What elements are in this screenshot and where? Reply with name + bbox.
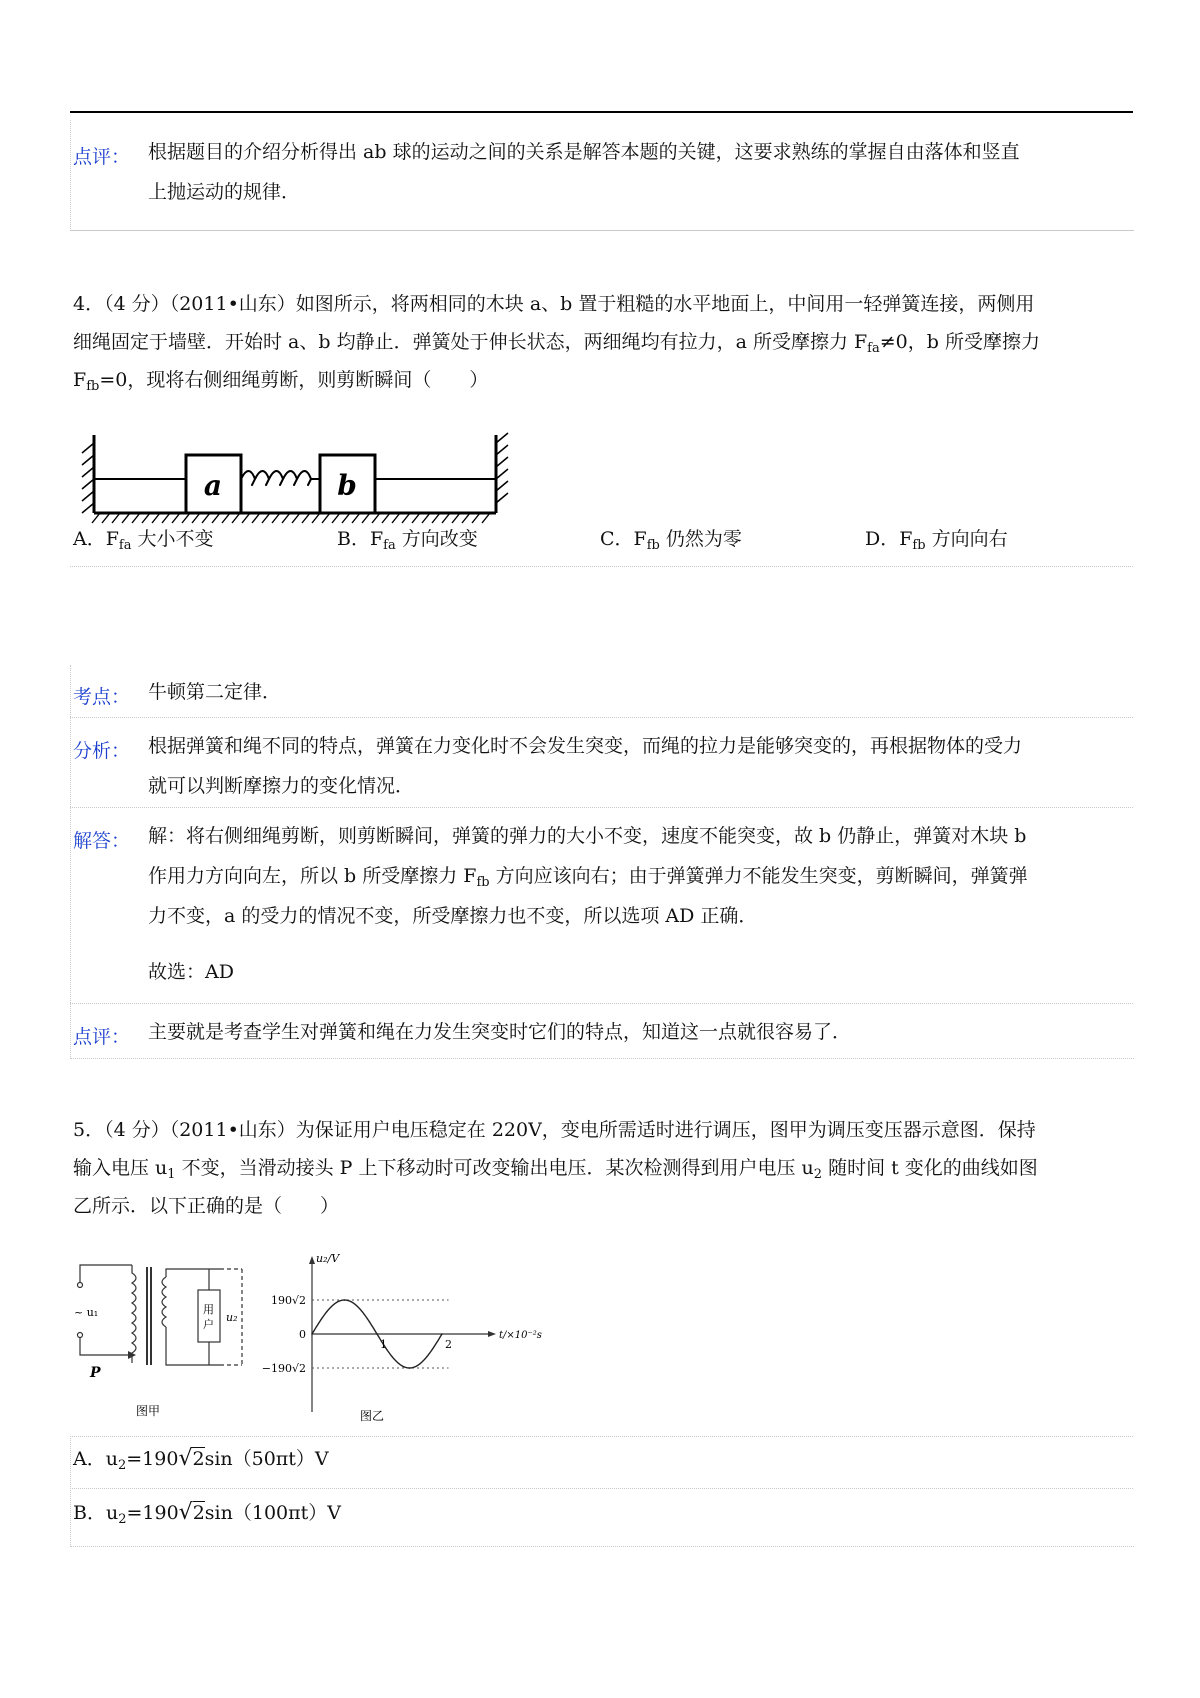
pingjia-text: 主要就是考查学生对弹簧和绳在力发生突变时它们的特点，知道这一点就很容易了． <box>148 1021 852 1043</box>
fig-jia-slider: P <box>90 1365 101 1381</box>
xtick-2: 2 <box>445 1338 452 1351</box>
y-axis-arrow <box>309 1256 315 1264</box>
ytick-bottom: −190√2 <box>262 1362 306 1375</box>
pingjia-label: 点评： <box>73 1026 131 1048</box>
jieda-line2: 作用力方向向左，所以 b 所受摩擦力 $F_{fb}$ 方向应该向右；由于弹簧弹力不能发生突变，剪断瞬间，弹簧弹 <box>148 865 1028 890</box>
jieda-line3: 力不变，a 的受力的情况不变，所受摩擦力也不变，所以选项 AD 正确． <box>148 905 758 927</box>
header-rule <box>70 111 1133 113</box>
q4-option-b: B．$F_{fa}$ 方向改变 <box>337 528 478 553</box>
q4-stem-line2: 细绳固定于墙壁．开始时 a、b 均静止．弹簧处于伸长状态，两细绳均有拉力，a 所受摩擦力 $F_{fa}\ne 0$，b 所受摩擦力 <box>73 331 1040 356</box>
fenxi-label: 分析： <box>73 740 131 762</box>
divider <box>70 1003 1133 1004</box>
jieda-label: 解答： <box>73 830 131 852</box>
x-axis-label: t/×10⁻²s <box>499 1330 542 1341</box>
data-point <box>441 1333 443 1335</box>
fenxi-line2: 就可以判断摩擦力的变化情况． <box>148 775 415 797</box>
q5-stem-line3: 乙所示．以下正确的是（ ） <box>73 1195 340 1217</box>
answer: 故选：AD <box>148 961 234 983</box>
divider <box>70 1436 1133 1437</box>
ytick-top: 190√2 <box>270 1294 306 1307</box>
ytick-zero: 0 <box>299 1328 306 1341</box>
kaodian-label: 考点： <box>73 686 131 708</box>
q5-stem-line1: 5．（4 分）（2011•山东）为保证用户电压稳定在 220V，变电所需适时进行调压，图甲为调压变压器示意图．保持 <box>73 1119 1036 1141</box>
divider <box>70 230 1133 231</box>
review-text-line2: 上抛运动的规律． <box>148 181 301 203</box>
x-axis-arrow <box>488 1331 496 1337</box>
q4-option-c: C．$F_{fb}$ 仍然为零 <box>600 528 742 553</box>
q4-stem-line1: 4．（4 分）（2011•山东）如图所示，将两相同的木块 a、b 置于粗糙的水平地面上，中间用一轻弹簧连接，两侧用 <box>73 293 1035 315</box>
data-point <box>376 1333 378 1335</box>
xtick-1: 1 <box>380 1338 387 1351</box>
divider <box>70 566 1133 567</box>
y-axis-label: u₂/V <box>316 1252 340 1265</box>
review-label: 点评： <box>73 146 131 168</box>
fig-jia-load-top: 用 <box>203 1303 214 1316</box>
jieda-line1: 解：将右侧细绳剪断，则剪断瞬间，弹簧的弹力的大小不变，速度不能突变，故 b 仍静止，弹簧对木块 b <box>148 825 1027 847</box>
block-a-label: a <box>203 469 223 502</box>
q5-figure-yi <box>262 1252 542 1427</box>
fig-jia-output: u₂ <box>226 1311 238 1324</box>
divider <box>70 807 1133 808</box>
fenxi-line1: 根据弹簧和绳不同的特点，弹簧在力变化时不会发生突变，而绳的拉力是能够突变的，再根据物体的受力 <box>148 735 1023 757</box>
block-b-label: b <box>337 469 357 502</box>
spring <box>241 471 320 485</box>
q5-stem-line2: 输入电压 $u_1$ 不变，当滑动接头 P 上下移动时可改变输出电压．某次检测得到用户电压 $u_2$ 随时间 t 变化的曲线如图 <box>73 1157 1038 1182</box>
q5-option-b: B．$u_2=190√2\sin(100\pi t)V$ <box>73 1500 341 1527</box>
fig-yi-caption: 图乙 <box>359 1409 385 1423</box>
divider <box>70 1488 1133 1489</box>
fig-jia-caption: 图甲 <box>135 1404 161 1418</box>
fig-jia-load-bottom: 户 <box>203 1318 214 1331</box>
kaodian-text: 牛顿第二定律． <box>148 681 282 703</box>
data-point <box>409 1367 411 1369</box>
divider <box>70 717 1133 718</box>
q4-stem-line3: $F_{fb}=0$，现将右侧细绳剪断，则剪断瞬间（ ） <box>73 369 489 394</box>
data-point <box>311 1333 313 1335</box>
q4-option-a: A．$F_{fa}$ 大小不变 <box>73 528 214 553</box>
q5-option-a: A．$u_2=190√2\sin(50\pi t)V$ <box>73 1446 329 1473</box>
review-text-line1: 根据题目的介绍分析得出 ab 球的运动之间的关系是解答本题的关键，这要求熟练的掌握自由落体和竖直 <box>148 141 1020 163</box>
q5-figure-jia <box>70 1255 260 1425</box>
q4-spring-figure <box>70 425 510 535</box>
fig-jia-input: ~ u₁ <box>74 1306 99 1319</box>
q4-option-d: D．$F_{fb}$ 方向向右 <box>865 528 1008 553</box>
data-point <box>344 1299 346 1301</box>
